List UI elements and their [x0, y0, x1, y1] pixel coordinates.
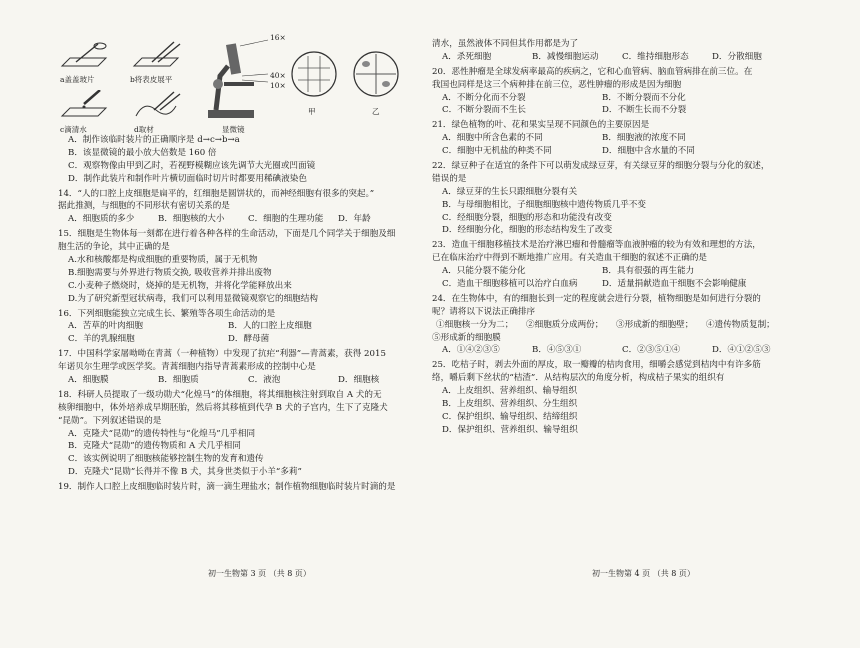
microscope-illustration	[198, 36, 278, 122]
q22-stem-1: 22．绿豆种子在适宜的条件下可以萌发成绿豆芽，有关绿豆芽的细胞分裂与分化的叙述，	[432, 161, 770, 172]
question-15	[58, 228, 458, 305]
q13-option-b: B．该显微镜的最小放大倍数是 160 倍	[68, 147, 217, 158]
q17-stem-1: 17．中国科学家屠呦呦在青蒿（一种植物）中发现了抗疟“利器”—青蒿素，获得 2015	[58, 349, 386, 360]
q20-option-d: D．不断生长而不分裂	[602, 105, 687, 116]
q17-option-a: A．细胞膜	[68, 375, 109, 386]
q23-option-d: D．适量捐献造血干细胞不会影响健康	[602, 279, 747, 290]
question-24	[432, 293, 832, 357]
label-mag40: 40×	[270, 71, 286, 80]
q14-option-b: B．细胞核的大小	[158, 214, 225, 225]
q21-option-c: C．细胞中无机盐的种类不同	[442, 146, 552, 157]
drip-water-illustration	[58, 90, 118, 122]
label-b: b将表皮展平	[130, 75, 173, 84]
label-c: c滴清水	[60, 125, 87, 134]
q22-stem-2: 错误的是	[432, 173, 467, 184]
q19-continuation: 清水，虽然液体不同但其作用都是为了	[432, 39, 579, 49]
q20-option-a: A．不断分化而不分裂	[442, 92, 526, 103]
q24-steps	[432, 319, 832, 332]
page-footer-left: 初一生物第 3 页 （共 8 页）	[208, 569, 311, 578]
q25-option-d: D．保护组织、营养组织、输导组织	[442, 424, 578, 435]
q17-option-d: D．细胞核	[338, 375, 380, 386]
q23-options-row-1	[432, 265, 832, 278]
q22-option-a: A．绿豆芽的生长只跟细胞分裂有关	[442, 186, 578, 197]
label-mag10: 10×	[270, 81, 286, 90]
question-23	[432, 239, 832, 291]
q24-stem-1: 24．在生物体中，有的细胞长到一定的程度就会进行分裂，植物细胞是如何进行分裂的	[432, 293, 761, 304]
q24-option-d: D．④①②⑤③	[712, 345, 771, 356]
q14-stem-2: 据此推测，与细胞的不同形状有密切关系的是	[58, 201, 230, 212]
q24-step-3: ③形成新的细胞壁；	[616, 319, 694, 330]
q13-option-a: A．制作该临时装片的正确顺序是 d→c→b→a	[68, 135, 240, 145]
q14-option-a: A．细胞质的多少	[68, 214, 135, 225]
q23-stem-1: 23．造血干细胞移植技术是治疗淋巴瘤和骨髓瘤等血液肿瘤的较为有效和理想的方法，	[432, 240, 761, 251]
right-page	[432, 38, 832, 648]
q16-options-row-1	[58, 320, 458, 333]
q24-step-4: ④遗传物质复制；	[706, 319, 775, 330]
q21-options-row-1	[432, 132, 832, 145]
q16-options-row-2	[58, 333, 458, 346]
q14-option-d: D．年龄	[338, 214, 371, 225]
q14-stem-1: 14．“人的口腔上皮细胞是扁平的，红细胞是圆饼状的，而神经细胞有很多的突起。”	[58, 188, 375, 199]
q15-stem-2: 胞生活的争论，其中正确的是	[58, 242, 170, 253]
q24-options	[432, 344, 832, 357]
q18-option-a: A．克隆犬“昆勋”的遗传特性与“化煌马”几乎相同	[68, 428, 256, 439]
q25-option-c: C．保护组织、输导组织、结缔组织	[442, 411, 578, 422]
q24-step-5: ⑤形成新的细胞膜	[432, 332, 501, 343]
q15-stem-1: 15．细胞是生物体每一刻都在进行着各种各样的生命活动，下面是几个同学关于细胞及细	[58, 229, 396, 240]
field-of-view-jia	[290, 50, 338, 98]
q21-options-row-2	[432, 145, 832, 158]
q19-stem: 19．制作人口腔上皮细胞临时装片时，滴一滴生理盐水；制作植物细胞临时装片时滴的是	[58, 482, 396, 493]
q16-option-c: C．羊的乳腺细胞	[68, 334, 135, 345]
field-of-view-yi	[352, 50, 400, 98]
q15-option-d: D.为了研究新型冠状病毒，我们可以利用显微镜观察它的细胞结构	[68, 293, 318, 304]
q20-stem-2: 我国也同样是这三个病种排在前三位，恶性肿瘤的形成是因为细胞	[432, 79, 682, 90]
label-a: a盖盖玻片	[60, 75, 95, 84]
question-18	[58, 389, 458, 479]
left-page	[58, 0, 458, 610]
q16-option-d: D．酵母菌	[228, 334, 270, 345]
experiment-figure	[58, 33, 458, 134]
question-20	[432, 66, 832, 118]
question-17	[58, 348, 458, 387]
q20-options-row-1	[432, 92, 832, 105]
q24-step-1: ①细胞核一分为二；	[436, 319, 514, 330]
q14-option-c: C．细胞的生理功能	[248, 214, 324, 225]
q15-option-b: B.细胞需要与外界进行物质交换, 吸收营养并排出废物	[68, 267, 272, 278]
q23-option-c: C．造血干细胞移植可以治疗白血病	[442, 279, 578, 290]
q23-option-a: A．只能分裂不能分化	[442, 266, 526, 277]
label-mag16: 16×	[270, 33, 286, 42]
question-14	[58, 188, 458, 227]
q19-option-a: A．杀死细胞	[442, 51, 492, 62]
q23-option-b: B．具有很强的再生能力	[602, 266, 695, 277]
label-jia: 甲	[308, 107, 316, 116]
q14-options	[58, 213, 458, 226]
q25-stem-2: 络，嚼后剩下丝状的“桔渣”．从结构层次的角度分析，构成桔子果实的组织有	[432, 373, 725, 384]
q25-option-a: A．上皮组织、营养组织、输导组织	[442, 386, 578, 397]
q19-option-d: D．分散细胞	[712, 51, 762, 62]
label-yi: 乙	[372, 107, 380, 116]
q18-stem-3: “昆勋”。下列叙述错误的是	[58, 415, 162, 426]
q20-option-b: B．不断分裂而不分化	[602, 92, 686, 103]
question-25	[432, 359, 832, 436]
q22-option-b: B．与母细胞相比，子细胞细胞核中遗传物质几乎不变	[442, 199, 646, 210]
q18-option-b: B．克隆犬“昆勋”的遗传物质和 A 犬几乎相同	[68, 441, 241, 452]
q13-option-d: D．制作此装片和制作叶片横切面临时切片时都要用稀碘液染色	[68, 173, 307, 184]
spread-epidermis-illustration	[130, 40, 190, 72]
q19-option-b: B．减慢细胞运动	[532, 51, 599, 62]
q24-stem-2: 呢？请将以下说法正确排序	[432, 306, 536, 317]
q24-step-2: ②细胞质分成两份；	[526, 319, 604, 330]
q18-option-d: D．克隆犬“昆勋”长得并不像 B 犬，其身世类似于小羊“多莉”	[68, 467, 302, 478]
q22-option-d: D．经细胞分化，细胞的形态结构发生了改变	[442, 225, 613, 236]
q19-options	[432, 51, 832, 64]
q21-stem: 21．绿色植物的叶、花和果实呈现不同颜色的主要原因是	[432, 120, 650, 131]
q23-options-row-2	[432, 278, 832, 291]
q15-option-c: C.小麦种子燃烧时，烧掉的是无机物，并将化学能释放出来	[68, 280, 292, 291]
q18-stem-1: 18．科研人员提取了一级功勋犬“化煌马”的体细胞，将其细胞核注射到取自 A 犬的无	[58, 389, 382, 400]
q15-option-a: A.水和核酸都是构成细胞的重要物质，属于无机物	[68, 255, 258, 266]
q21-option-a: A．细胞中所含色素的不同	[442, 133, 543, 144]
q17-option-b: B．细胞质	[158, 375, 199, 386]
q22-option-c: C．经细胞分裂，细胞的形态和功能没有改变	[442, 212, 612, 223]
q16-option-a: A．苦草的叶肉细胞	[68, 321, 143, 332]
q18-option-c: C．该实例说明了细胞核能够控制生物的发育和遗传	[68, 454, 264, 465]
question-21	[432, 119, 832, 158]
page-footer-right: 初一生物第 4 页 （共 8 页）	[592, 569, 695, 578]
label-microscope: 显微镜	[222, 125, 245, 134]
q20-options-row-2	[432, 104, 832, 117]
label-d: d取材	[134, 125, 154, 134]
question-22	[432, 160, 832, 237]
q20-stem-1: 20．恶性肿瘤是全球发病率最高的疾病之，它和心血管病、脑血管病排在前三位。在	[432, 66, 753, 77]
q17-option-c: C．液泡	[248, 375, 281, 386]
q23-stem-2: 已在临床治疗中得到不断地推广应用。有关造血干细胞的叙述不正确的是	[432, 253, 708, 264]
q18-stem-2: 核卵细胞中，体外培养成早期胚胎，然后将其移植到代孕 B 犬的子宫内，生下了克隆犬	[58, 402, 388, 413]
q16-option-b: B．人的口腔上皮细胞	[228, 321, 312, 332]
q20-option-c: C．不断分裂而不生长	[442, 105, 526, 116]
q25-stem-1: 25．吃桔子时，剥去外面的厚皮，取一瓣瓣的桔肉食用，细嚼会感觉到桔肉中有许多筋	[432, 360, 761, 371]
q16-stem: 16．下列细胞能独立完成生长、繁殖等各项生命活动的是	[58, 308, 276, 319]
cover-slip-illustration	[58, 40, 118, 72]
question-16	[58, 308, 458, 347]
q19-option-c: C．维持细胞形态	[622, 51, 689, 62]
q21-option-d: D．细胞中含水量的不同	[602, 146, 695, 157]
q17-stem-2: 年诺贝尔生理学或医学奖。青蒿细胞内指导青蒿素形成的控制中心是	[58, 362, 316, 373]
q21-option-b: B．细胞液的浓度不同	[602, 133, 686, 144]
q17-options	[58, 374, 458, 387]
q13-option-c: C．观察物像由甲到乙时，若视野模糊应该先调节大光圈或凹面镜	[68, 160, 316, 171]
q24-option-c: C．②③⑤①④	[622, 345, 681, 356]
q24-option-a: A．①④②③⑤	[442, 345, 500, 356]
question-19	[58, 481, 458, 494]
question-13-options	[58, 134, 458, 186]
take-material-illustration	[130, 90, 190, 122]
q25-option-b: B．上皮组织、营养组织、分生组织	[442, 399, 578, 410]
q24-option-b: B．④⑤③①	[532, 345, 582, 356]
